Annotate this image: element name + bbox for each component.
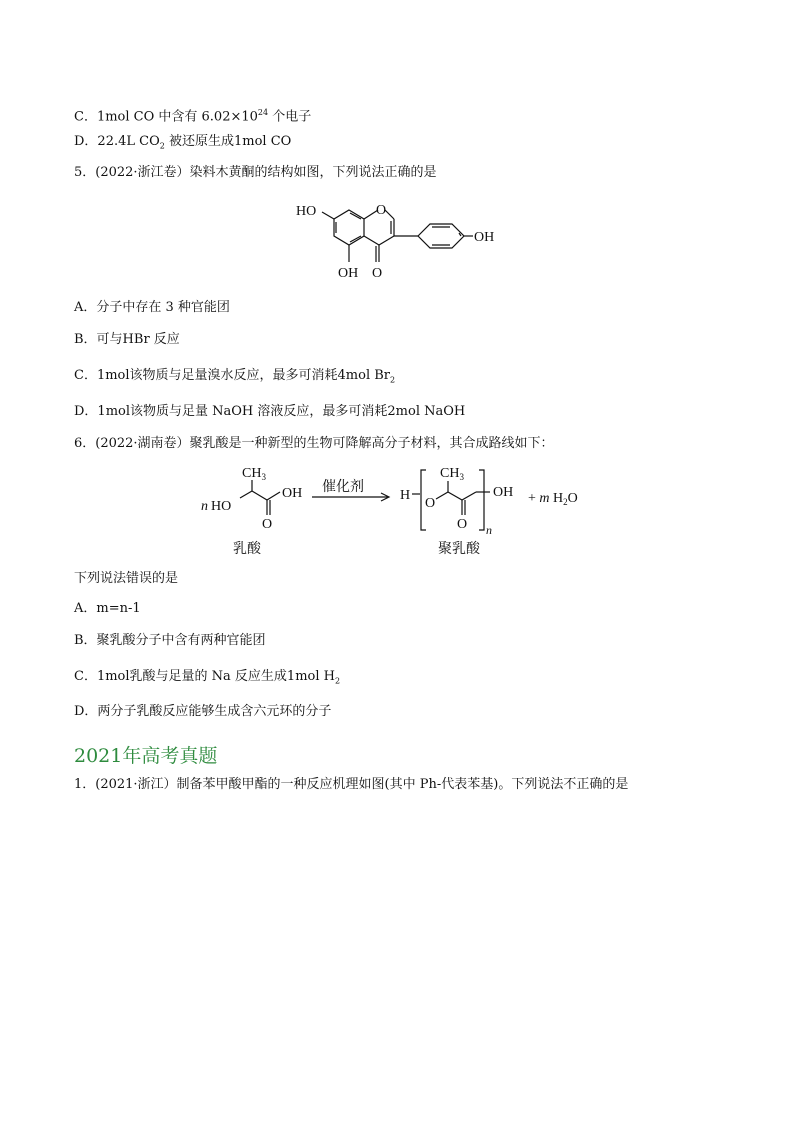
section-heading-2021: 2021年高考真题 [74, 745, 218, 767]
option-a-q5: A．分子中存在 3 种官能团 [74, 300, 230, 315]
question-6-stem: 下列说法错误的是 [74, 571, 179, 586]
ketone-o-label: O [372, 266, 383, 281]
oh-label-bottom: OH [338, 266, 359, 281]
option-c-q5: C．1mol该物质与足量溴水反应，最多可消耗4mol $Br_2$ [74, 368, 396, 385]
genistein-structure [290, 196, 510, 286]
ho-label-left: HO [296, 204, 317, 219]
option-d-q5: D．1mol该物质与足量 NaOH 溶液反应，最多可消耗2mol NaOH [74, 404, 466, 419]
ch3-label-left: $CH_3$ [242, 466, 266, 482]
question-6: 6．(2022·湖南卷）聚乳酸是一种新型的生物可降解高分子材料，其合成路线如下： [74, 436, 554, 451]
question-1-2021: 1．(2021·浙江）制备苯甲酸甲酯的一种反应机理如图(其中 Ph-代表苯基)。下列说法不正确的是 [74, 777, 629, 792]
polylactic-synthesis-scheme [195, 460, 605, 560]
n-coefficient: n [201, 499, 208, 514]
question-5: 5．(2022·浙江卷）染料木黄酮的结构如图，下列说法正确的是 [74, 165, 437, 180]
repeat-n: n [486, 523, 492, 537]
carbonyl-o-left: O [262, 517, 273, 532]
water-term: + m $H_2O$ [528, 491, 578, 507]
option-b-q6: B．聚乳酸分子中含有两种官能团 [74, 633, 266, 648]
ch3-label-right: $CH_3$ [440, 466, 464, 482]
ring-o-label: O [376, 203, 387, 218]
oh-label-left: OH [282, 486, 303, 501]
option-b-q5: B．可与HBr 反应 [74, 332, 180, 347]
lactic-acid-label: 乳酸 [233, 541, 261, 557]
carbonyl-o-right: O [457, 517, 468, 532]
option-c-q4: C．1mol CO 中含有 $6.02\times 10^{24}$ 个电子 [74, 108, 312, 125]
option-a-q6: A．m=n-1 [74, 601, 141, 616]
catalyst-label: 催化剂 [322, 479, 364, 495]
h-terminal: H [400, 488, 411, 503]
ho-label: HO [211, 499, 232, 514]
polylactic-acid-label: 聚乳酸 [438, 541, 480, 557]
oh-label-right: OH [493, 485, 514, 500]
ester-o-label: O [425, 496, 436, 511]
oh-label-right: OH [474, 230, 495, 245]
option-c-q6: C．1mol乳酸与足量的 Na 反应生成1mol $H_2$ [74, 669, 341, 686]
option-d-q6: D．两分子乳酸反应能够生成含六元环的分子 [74, 704, 332, 719]
option-d-q4: D．22.4L $CO_2$ 被还原生成1mol CO [74, 134, 292, 151]
